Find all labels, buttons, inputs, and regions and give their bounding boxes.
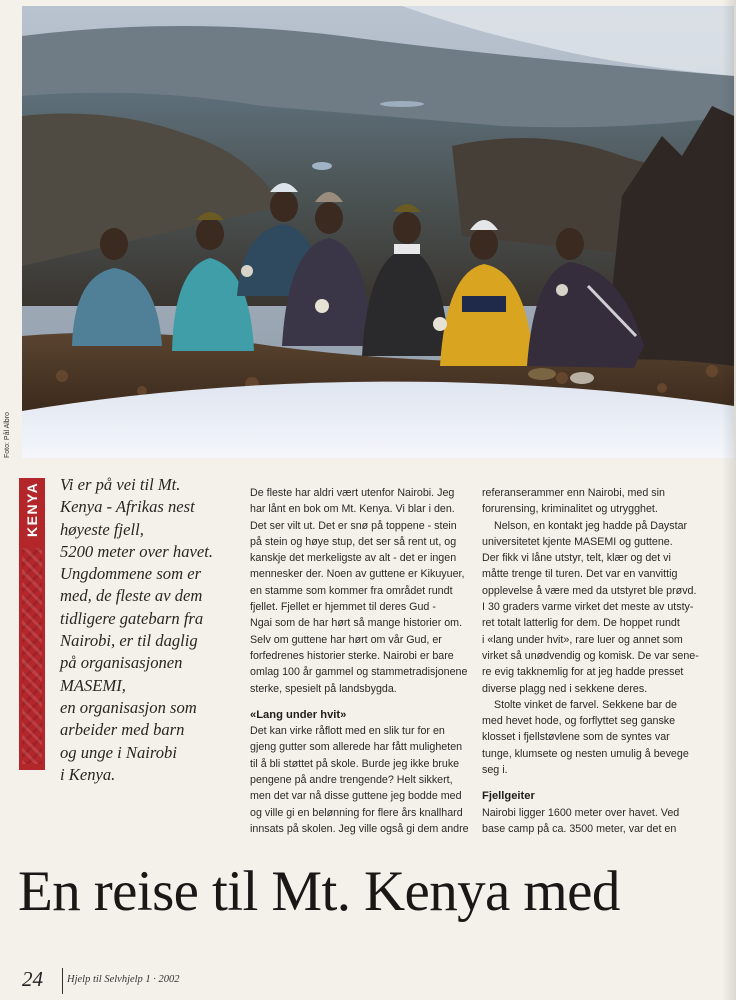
- body-line: i «lang under hvit», rare luer og annet som: [482, 633, 683, 646]
- section-label: KENYA: [24, 482, 40, 538]
- body-line: Det kan virke råflott med en slik tur for en: [250, 725, 445, 738]
- intro-line: en organisasjon som: [60, 697, 197, 717]
- body-line: forfedrenes historier sterke. Nairobi er bare: [250, 649, 454, 662]
- body-line: gjeng gutter som allerede har fått muligheten: [250, 741, 463, 754]
- intro-line: Ungdommene som er: [60, 564, 202, 584]
- body-line: Ngai som de har hørt så mange historier om.: [250, 617, 463, 630]
- footer-divider: [62, 968, 63, 994]
- section-tag-pattern: [22, 548, 42, 764]
- body-line: re evig takknemlig for at jeg hadde presset: [482, 666, 684, 679]
- section-tag: [19, 478, 45, 770]
- intro-line: og unge i Nairobi: [60, 742, 177, 762]
- body-line: Selv om guttene har hørt om vår Gud, er: [250, 633, 442, 646]
- body-line: innsats på skolen. Jeg ville også gi dem andre: [250, 822, 469, 835]
- body-text: Nelson, en kontakt jeg hadde på Daystar: [494, 519, 688, 532]
- intro-line: Vi er på vei til Mt.: [60, 475, 181, 494]
- subheading: «Lang under hvit»: [250, 708, 347, 721]
- body-line: [482, 697, 704, 713]
- intro-line: arbeider med barn: [60, 720, 185, 740]
- body-line: på stein og høye stup, det ser så rent ut, og: [250, 535, 457, 548]
- body-line: diverse plagg ned i sekkene deres.: [482, 682, 648, 695]
- body-line: måtte trenge til turen. Det var en vanvittig: [482, 568, 678, 581]
- subheading: Fjellgeiter: [482, 790, 535, 803]
- body-line: til å bli støttet på skole. Burde jeg ikke bruke: [250, 757, 460, 770]
- body-line: Det ser vilt ut. Det er snø på toppene - stein: [250, 519, 457, 532]
- body-line: mennesker der. Noen av guttene er Kikuyuer,: [250, 568, 465, 581]
- intro-line: MASEMI,: [60, 675, 126, 695]
- body-line: [482, 518, 704, 534]
- photo-credit: Foto: Pål Albro: [4, 412, 11, 458]
- body-line: ret totalt latterlig for dem. De hoppet rundt: [482, 617, 680, 630]
- body-line: universitetet kjente MASEMI og guttene.: [482, 535, 673, 548]
- publication-issue: Hjelp til Selvhjelp 1 · 2002: [67, 974, 180, 985]
- intro-line: Kenya - Afrikas nest: [60, 497, 195, 517]
- body-line: sterke, spesielt på landsbygda.: [250, 682, 397, 695]
- body-line: seg i.: [482, 764, 508, 777]
- intro-line: 5200 meter over havet.: [60, 541, 213, 561]
- body-line: Der fikk vi låne utstyr, telt, klær og det vi: [482, 552, 671, 565]
- group-photo: [22, 6, 734, 458]
- body-text: Stolte vinket de farvel. Sekkene bar de: [494, 698, 677, 711]
- article-headline: En reise til Mt. Kenya med: [18, 860, 620, 923]
- paragraph-gap: [250, 697, 472, 706]
- body-line: pengene på andre trengende? Helt sikkert,: [250, 774, 453, 787]
- body-line: fjellet. Fjellet er hjemmet til deres Gud -: [250, 601, 436, 614]
- body-line: De fleste har aldri vært utenfor Nairobi. Jeg: [250, 487, 455, 499]
- paragraph-gap: [482, 778, 704, 787]
- intro-line: høyeste fjell,: [60, 519, 144, 539]
- article-column-2: [482, 485, 704, 837]
- body-line: opplevelse å være med da utstyret ble prøvd.: [482, 584, 697, 597]
- group-photo-mountain-icon: [22, 6, 734, 458]
- body-line: Nairobi ligger 1600 meter over havet. Ved: [482, 806, 680, 819]
- body-line: base camp på ca. 3500 meter, var det en: [482, 822, 677, 835]
- intro-line: Nairobi, er til daglig: [60, 631, 198, 651]
- body-line: tunge, klumsete og nesten umulig å bevege: [482, 747, 689, 760]
- intro-line: på organisasjonen: [60, 653, 183, 673]
- intro-line: med, de fleste av dem: [60, 586, 203, 606]
- body-line: med hevet hode, og forflyttet seg ganske: [482, 715, 676, 728]
- body-line: forurensing, kriminalitet og utrygghet.: [482, 503, 658, 516]
- page-number: 24: [22, 967, 43, 991]
- body-line: I 30 graders varme virket det meste av utsty-: [482, 601, 694, 614]
- article-column-1: [250, 485, 472, 837]
- intro-line: tidligere gatebarn fra: [60, 608, 204, 628]
- body-line: en stamme som kommer fra området rundt: [250, 584, 453, 597]
- page-gutter-shadow: [722, 0, 736, 1000]
- body-line: omlag 100 år gammel og stammetradisjonene: [250, 666, 468, 679]
- body-line: kanskje det merkeligste av alt - det er ingen: [250, 552, 457, 565]
- body-line: klosset i fjellstøvlene som de syntes var: [482, 731, 670, 744]
- body-line: referanserammer enn Nairobi, med sin: [482, 487, 665, 499]
- intro-lead: [60, 474, 238, 786]
- body-line: virket så unødvendig og komisk. De var sene-: [482, 649, 699, 662]
- intro-line: i Kenya.: [60, 764, 116, 784]
- body-line: har lånt en bok om Mt. Kenya. Vi blar i den.: [250, 503, 455, 516]
- body-line: men det var nå disse guttene jeg bodde med: [250, 790, 462, 803]
- body-line: og ville gi en belønning for flere års knallhard: [250, 806, 463, 819]
